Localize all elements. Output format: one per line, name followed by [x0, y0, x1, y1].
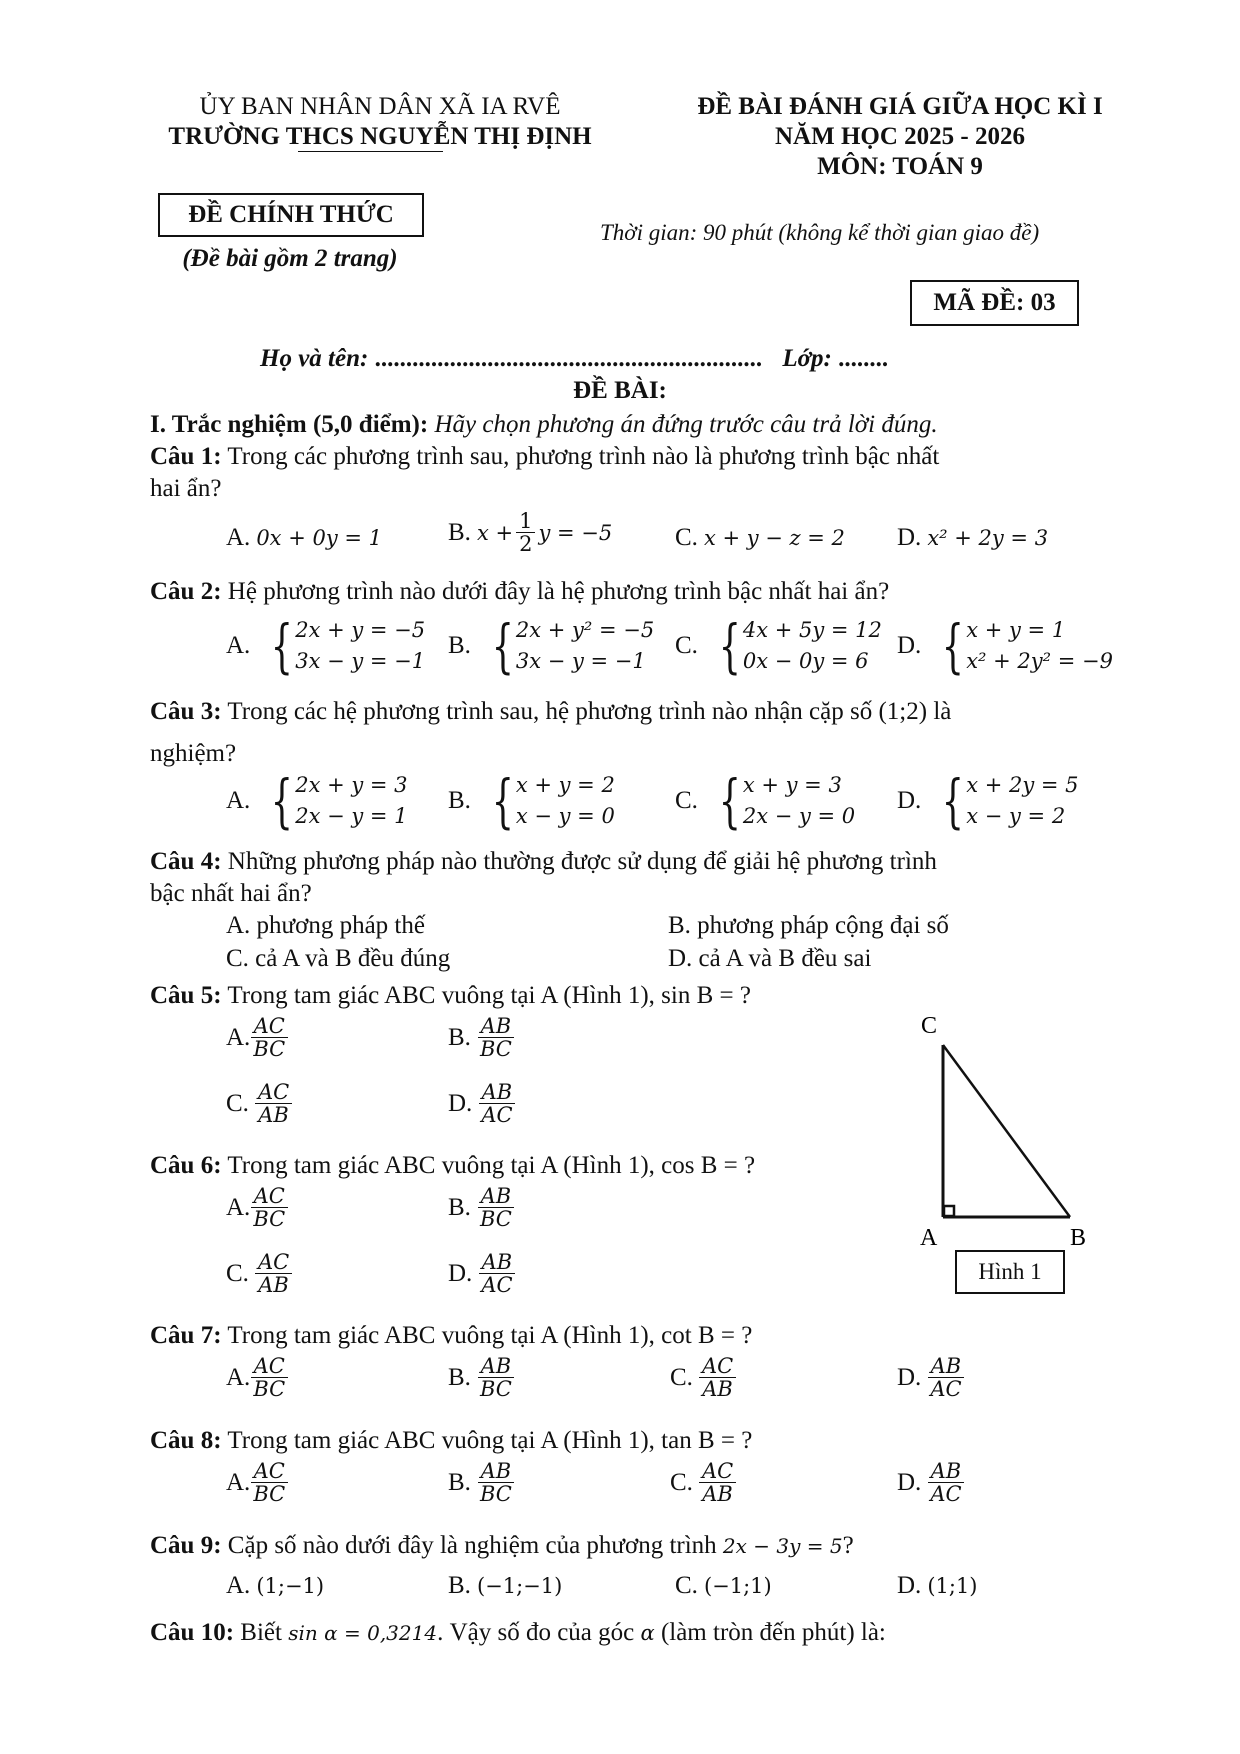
question-5-text: Trong tam giác ABC vuông tại A (Hình 1), sin B = ?	[227, 982, 751, 1009]
question-4-text: Những phương pháp nào thường được sử dụng để giải hệ phương trình	[227, 848, 937, 875]
q2-option-b[interactable]: B. { 2x + y² = −5 3x − y = −1	[448, 612, 655, 680]
side-bc	[943, 1045, 1070, 1217]
q3-option-d[interactable]: D. { x + 2y = 5 x − y = 2	[897, 767, 1079, 835]
question-3: Câu 3: Trong các hệ phương trình sau, hệ phương trình nào nhận cặp số (1;2) là nghiệm?	[150, 698, 952, 767]
question-2: Câu 2: Hệ phương trình nào dưới đây là hệ phương trình bậc nhất hai ẩn?	[150, 578, 890, 605]
q4-option-c[interactable]: C. cả A và B đều đúng	[226, 945, 451, 972]
class-field[interactable]: ........	[838, 345, 889, 372]
q1-option-b[interactable]: B. x + $\frac{1}{2}$ y = −5	[448, 509, 613, 557]
header-right	[650, 92, 1150, 182]
student-info-line	[260, 344, 1020, 374]
question-5: Câu 5: Trong tam giác ABC vuông tại A (Hình 1), sin B = ?	[150, 982, 751, 1009]
section-instruction: Hãy chọn phương án đứng trước câu trả lời đúng.	[434, 411, 938, 438]
q7-option-d[interactable]: D. $\frac{AB}{AC}$	[897, 1355, 965, 1400]
question-7: Câu 7: Trong tam giác ABC vuông tại A (Hình 1), cot B = ?	[150, 1322, 753, 1349]
q3-option-b[interactable]: B. { x + y = 2 x − y = 0	[448, 767, 615, 835]
q7-option-b[interactable]: B. $\frac{AB}{BC}$	[448, 1355, 515, 1400]
q4-option-a[interactable]: A. phương pháp thế	[226, 912, 425, 939]
question-8-text: Trong tam giác ABC vuông tại A (Hình 1), tan B = ?	[227, 1427, 753, 1454]
school-underline	[298, 151, 443, 152]
q2-option-a[interactable]: A. { 2x + y = −5 3x − y = −1	[226, 612, 426, 680]
q7-option-c[interactable]: C. $\frac{AC}{AB}$	[670, 1355, 736, 1400]
question-1: Câu 1: Trong các phương trình sau, phương trình nào là phương trình bậc nhất hai ẩn?	[150, 443, 940, 502]
name-label: Họ và tên:	[260, 345, 369, 372]
question-1-text: Trong các phương trình sau, phương trình nào là phương trình bậc nhất	[227, 443, 940, 470]
q3-option-c[interactable]: C. { x + y = 3 2x − y = 0	[675, 767, 856, 835]
fraction: $\frac{1}{2}$	[516, 510, 535, 555]
q1-option-a[interactable]: A. 0x + 0y = 1	[226, 524, 382, 551]
q9-option-c[interactable]: C. (−1;1)	[675, 1572, 772, 1599]
q8-option-d[interactable]: D. $\frac{AB}{AC}$	[897, 1460, 965, 1505]
q1-option-d[interactable]: D. x² + 2y = 3	[897, 524, 1049, 551]
question-8: Câu 8: Trong tam giác ABC vuông tại A (Hình 1), tan B = ?	[150, 1427, 753, 1454]
question-10: Câu 10: Biết sin α = 0,3214. Vậy số đo của góc α (làm tròn đến phút) là:	[150, 1619, 886, 1646]
question-6-text: Trong tam giác ABC vuông tại A (Hình 1), cos B = ?	[227, 1152, 756, 1179]
q5-option-a[interactable]: A. $\frac{AC}{BC}$	[226, 1015, 288, 1060]
exam-heading: ĐỀ BÀI:	[573, 377, 667, 404]
q9-option-b[interactable]: B. (−1;−1)	[448, 1572, 563, 1599]
right-angle-mark	[944, 1206, 954, 1216]
subject: MÔN: TOÁN 9	[817, 153, 983, 180]
q9-option-d[interactable]: D. (1;1)	[897, 1572, 978, 1599]
header-left	[130, 92, 630, 152]
q8-option-c[interactable]: C. $\frac{AC}{AB}$	[670, 1460, 736, 1505]
vertex-a-label: A	[920, 1225, 938, 1251]
question-6: Câu 6: Trong tam giác ABC vuông tại A (Hình 1), cos B = ?	[150, 1152, 756, 1179]
question-9-text: Cặp số nào dưới đây là nghiệm của phương trình	[227, 1532, 717, 1559]
section-heading: I. Trắc nghiệm (5,0 điểm): Hãy chọn phương án đứng trước câu trả lời đúng.	[150, 411, 938, 438]
question-3-text: Trong các hệ phương trình sau, hệ phương trình nào nhận cặp số (1;2) là	[227, 698, 952, 725]
name-field[interactable]: ..............................................................	[374, 345, 763, 372]
pages-note: (Đề bài gồm 2 trang)	[182, 245, 398, 272]
figure-caption: Hình 1	[955, 1250, 1065, 1294]
q8-option-b[interactable]: B. $\frac{AB}{BC}$	[448, 1460, 515, 1505]
q6-option-c[interactable]: C. $\frac{AC}{AB}$	[226, 1251, 292, 1296]
question-4: Câu 4: Những phương pháp nào thường được sử dụng để giải hệ phương trình bậc nhất hai ẩn?	[150, 848, 937, 907]
time-note: Thời gian: 90 phút (không kể thời gian giao đề)	[600, 220, 1040, 245]
q4-option-b[interactable]: B. phương pháp cộng đại số	[668, 912, 949, 939]
vertex-b-label: B	[1070, 1225, 1087, 1251]
school-year: NĂM HỌC 2025 - 2026	[775, 123, 1025, 150]
school-name: TRƯỜNG THCS NGUYỄN THỊ ĐỊNH	[168, 123, 592, 150]
q3-option-a[interactable]: A. { 2x + y = 3 2x − y = 1	[226, 767, 408, 835]
q1-option-c[interactable]: C. x + y − z = 2	[675, 524, 845, 551]
question-9: Câu 9: Cặp số nào dưới đây là nghiệm của phương trình 2x − 3y = 5?	[150, 1532, 854, 1559]
q5-option-b[interactable]: B. $\frac{AB}{BC}$	[448, 1015, 515, 1060]
q5-option-c[interactable]: C. $\frac{AC}{AB}$	[226, 1081, 292, 1126]
q8-option-a[interactable]: A. $\frac{AC}{BC}$	[226, 1460, 288, 1505]
q6-option-b[interactable]: B. $\frac{AB}{BC}$	[448, 1185, 515, 1230]
q6-option-d[interactable]: D. $\frac{AB}{AC}$	[448, 1251, 516, 1296]
q6-option-a[interactable]: A. $\frac{AC}{BC}$	[226, 1185, 288, 1230]
question-2-text: Hệ phương trình nào dưới đây là hệ phương trình bậc nhất hai ẩn?	[227, 578, 890, 605]
question-10-equation: sin α = 0,3214	[288, 1621, 438, 1645]
exam-code-box: MÃ ĐỀ: 03	[910, 280, 1079, 326]
q2-option-d[interactable]: D. { x + y = 1 x² + 2y² = −9	[897, 612, 1113, 680]
question-7-text: Trong tam giác ABC vuông tại A (Hình 1), cot B = ?	[227, 1322, 753, 1349]
q9-option-a[interactable]: A. (1;−1)	[226, 1572, 325, 1599]
q7-option-a[interactable]: A. $\frac{AC}{BC}$	[226, 1355, 288, 1400]
vertex-c-label: C	[921, 1013, 938, 1039]
q2-option-c[interactable]: C. { 4x + 5y = 12 0x − 0y = 6	[675, 612, 882, 680]
class-label: Lớp:	[782, 345, 832, 372]
question-9-equation: 2x − 3y = 5	[722, 1534, 843, 1558]
q4-option-d[interactable]: D. cả A và B đều sai	[668, 945, 872, 972]
exam-title: ĐỀ BÀI ĐÁNH GIÁ GIỮA HỌC KÌ I	[697, 93, 1103, 120]
q5-option-d[interactable]: D. $\frac{AB}{AC}$	[448, 1081, 516, 1126]
official-box: ĐỀ CHÍNH THỨC	[158, 193, 424, 237]
authority-name: ỦY BAN NHÂN DÂN XÃ IA RVÊ	[199, 93, 561, 120]
